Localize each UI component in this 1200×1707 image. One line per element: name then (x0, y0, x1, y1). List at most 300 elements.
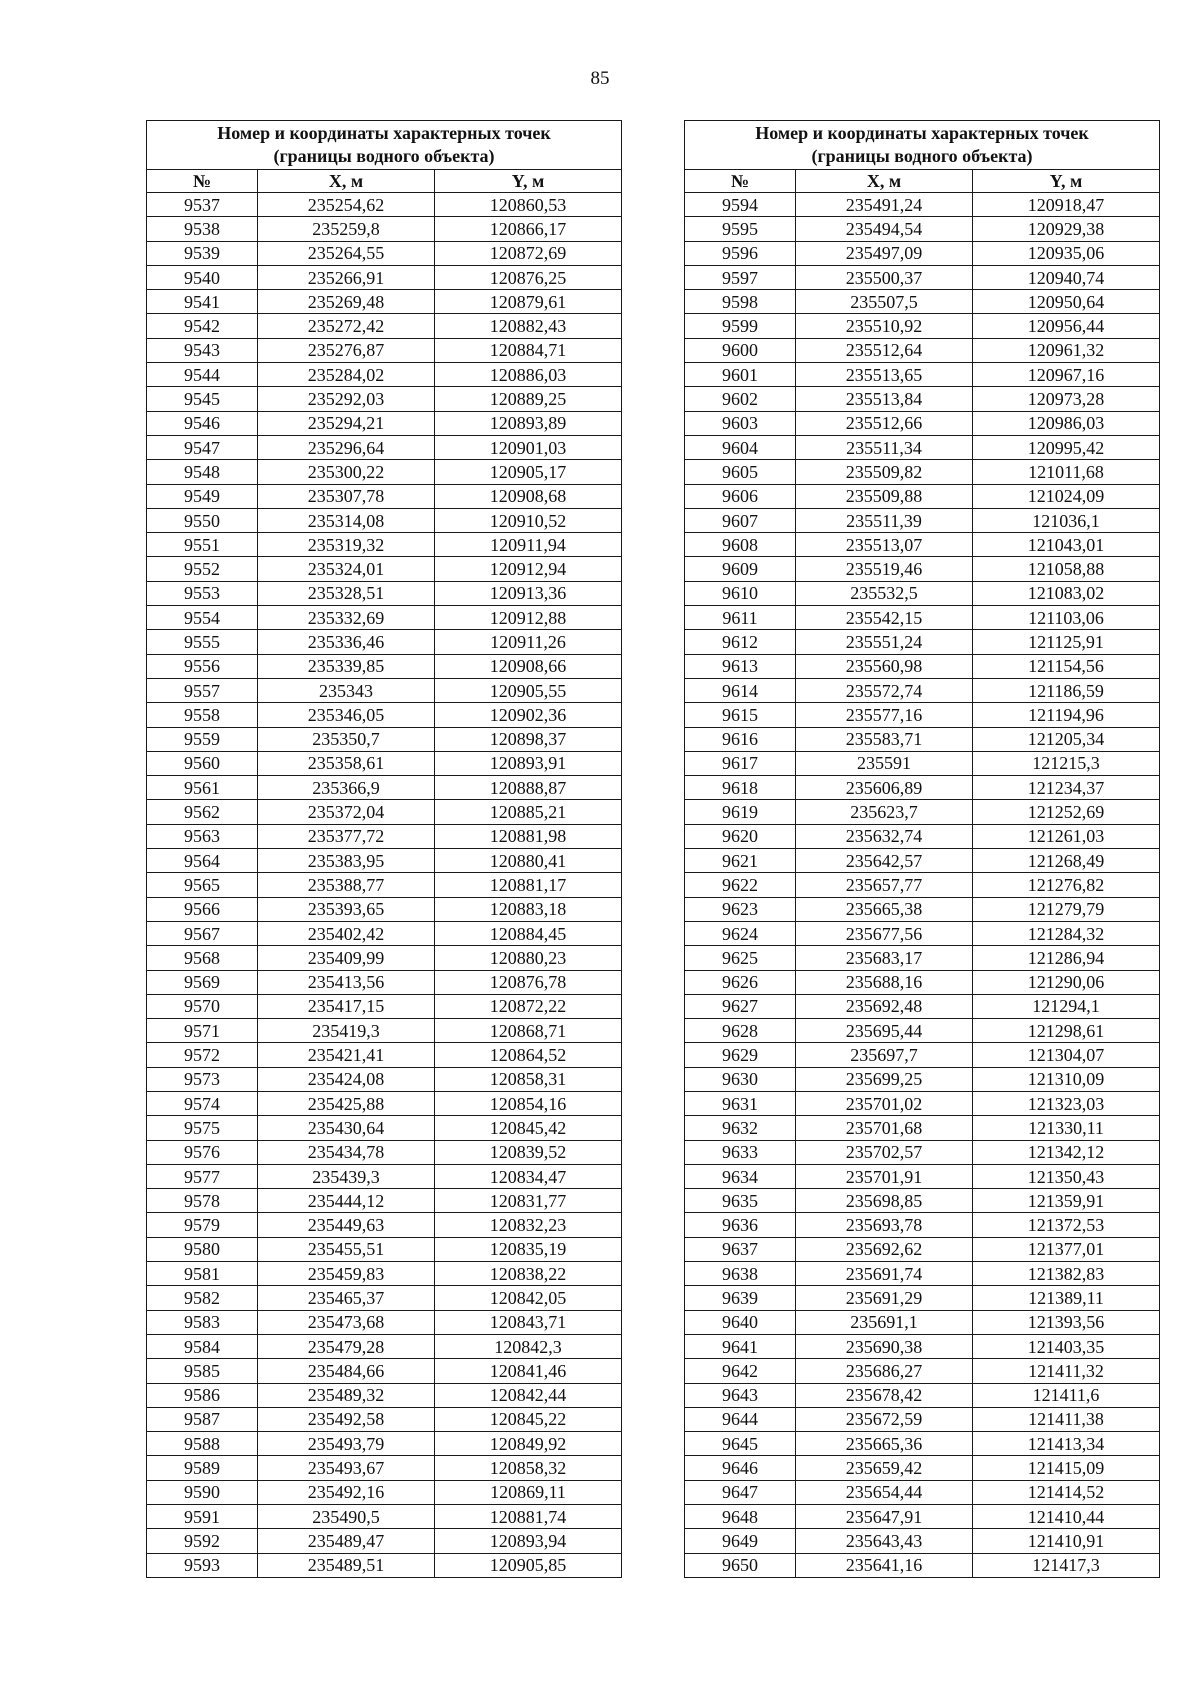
point-number-cell: 9603 (685, 411, 796, 435)
x-coordinate-cell: 235591 (796, 751, 973, 775)
x-coordinate-cell: 235692,62 (796, 1237, 973, 1261)
point-number-cell: 9648 (685, 1505, 796, 1529)
table-row (147, 776, 622, 800)
x-coordinate-cell: 235328,51 (258, 581, 435, 605)
x-coordinate-cell: 235324,01 (258, 557, 435, 581)
point-number-cell: 9639 (685, 1286, 796, 1310)
x-coordinate-cell: 235377,72 (258, 824, 435, 848)
x-coordinate-cell: 235560,98 (796, 654, 973, 678)
point-number-cell: 9629 (685, 1043, 796, 1067)
table-row (147, 1529, 622, 1553)
coordinates-table-right (684, 120, 1160, 1578)
x-coordinate-cell: 235332,69 (258, 606, 435, 630)
point-number-cell: 9571 (147, 1019, 258, 1043)
y-coordinate-cell: 121414,52 (973, 1480, 1160, 1504)
y-coordinate-cell: 121125,91 (973, 630, 1160, 654)
point-number-cell: 9553 (147, 581, 258, 605)
table-row (147, 1237, 622, 1261)
x-coordinate-cell: 235665,38 (796, 897, 973, 921)
x-coordinate-cell: 235494,54 (796, 217, 973, 241)
y-coordinate-cell: 120842,44 (435, 1383, 622, 1407)
y-coordinate-cell: 121024,09 (973, 484, 1160, 508)
x-coordinate-cell: 235509,88 (796, 484, 973, 508)
y-coordinate-cell: 120940,74 (973, 265, 1160, 289)
point-number-cell: 9550 (147, 508, 258, 532)
y-coordinate-cell: 120956,44 (973, 314, 1160, 338)
y-coordinate-cell: 121043,01 (973, 533, 1160, 557)
y-coordinate-cell: 120961,32 (973, 338, 1160, 362)
y-coordinate-cell: 121403,35 (973, 1334, 1160, 1358)
x-coordinate-cell: 235336,46 (258, 630, 435, 654)
table-row (685, 338, 1160, 362)
table-row (147, 1432, 622, 1456)
point-number-cell: 9542 (147, 314, 258, 338)
y-coordinate-cell: 121036,1 (973, 508, 1160, 532)
table-row (147, 849, 622, 873)
point-number-cell: 9638 (685, 1262, 796, 1286)
table-row (147, 606, 622, 630)
table-row (147, 921, 622, 945)
table-row (147, 1019, 622, 1043)
point-number-cell: 9598 (685, 290, 796, 314)
x-coordinate-cell: 235497,09 (796, 241, 973, 265)
point-number-cell: 9554 (147, 606, 258, 630)
table-row (147, 435, 622, 459)
table-row (147, 678, 622, 702)
point-number-cell: 9561 (147, 776, 258, 800)
x-coordinate-cell: 235259,8 (258, 217, 435, 241)
y-coordinate-cell: 121103,06 (973, 606, 1160, 630)
x-coordinate-cell: 235623,7 (796, 800, 973, 824)
point-number-cell: 9621 (685, 849, 796, 873)
point-number-cell: 9606 (685, 484, 796, 508)
point-number-cell: 9631 (685, 1091, 796, 1115)
x-coordinate-cell: 235691,74 (796, 1262, 973, 1286)
table-row (685, 314, 1160, 338)
x-coordinate-cell: 235701,91 (796, 1164, 973, 1188)
y-coordinate-cell: 121382,83 (973, 1262, 1160, 1286)
x-coordinate-cell: 235358,61 (258, 751, 435, 775)
table-row (685, 1116, 1160, 1140)
table-row (685, 241, 1160, 265)
point-number-cell: 9546 (147, 411, 258, 435)
y-coordinate-cell: 121350,43 (973, 1164, 1160, 1188)
point-number-cell: 9602 (685, 387, 796, 411)
y-coordinate-cell: 120908,66 (435, 654, 622, 678)
y-coordinate-cell: 121294,1 (973, 994, 1160, 1018)
column-header-y: Y, м (973, 170, 1160, 193)
table-row (685, 1189, 1160, 1213)
table-row (147, 363, 622, 387)
point-number-cell: 9544 (147, 363, 258, 387)
x-coordinate-cell: 235677,56 (796, 921, 973, 945)
table-row (685, 1334, 1160, 1358)
caption-line-1: Номер и координаты характерных точек (755, 123, 1089, 143)
y-coordinate-cell: 120913,36 (435, 581, 622, 605)
table-row (147, 193, 622, 217)
table-row (685, 1262, 1160, 1286)
x-coordinate-cell: 235647,91 (796, 1505, 973, 1529)
point-number-cell: 9592 (147, 1529, 258, 1553)
point-number-cell: 9618 (685, 776, 796, 800)
x-coordinate-cell: 235307,78 (258, 484, 435, 508)
table-row (147, 1407, 622, 1431)
y-coordinate-cell: 120832,23 (435, 1213, 622, 1237)
y-coordinate-cell: 120885,21 (435, 800, 622, 824)
x-coordinate-cell: 235513,84 (796, 387, 973, 411)
point-number-cell: 9622 (685, 873, 796, 897)
point-number-cell: 9567 (147, 921, 258, 945)
table-row (685, 411, 1160, 435)
column-header-x: X, м (258, 170, 435, 193)
x-coordinate-cell: 235465,37 (258, 1286, 435, 1310)
y-coordinate-cell: 121276,82 (973, 873, 1160, 897)
y-coordinate-cell: 120881,98 (435, 824, 622, 848)
table-row (147, 1286, 622, 1310)
x-coordinate-cell: 235455,51 (258, 1237, 435, 1261)
x-coordinate-cell: 235276,87 (258, 338, 435, 362)
y-coordinate-cell: 120881,17 (435, 873, 622, 897)
point-number-cell: 9562 (147, 800, 258, 824)
x-coordinate-cell: 235632,74 (796, 824, 973, 848)
point-number-cell: 9558 (147, 703, 258, 727)
point-number-cell: 9580 (147, 1237, 258, 1261)
x-coordinate-cell: 235489,32 (258, 1383, 435, 1407)
table-row (147, 533, 622, 557)
x-coordinate-cell: 235500,37 (796, 265, 973, 289)
y-coordinate-cell: 121268,49 (973, 849, 1160, 873)
y-coordinate-cell: 120912,94 (435, 557, 622, 581)
y-coordinate-cell: 120908,68 (435, 484, 622, 508)
point-number-cell: 9584 (147, 1334, 258, 1358)
table-row (685, 265, 1160, 289)
y-coordinate-cell: 120879,61 (435, 290, 622, 314)
y-coordinate-cell: 120893,91 (435, 751, 622, 775)
y-coordinate-cell: 121410,91 (973, 1529, 1160, 1553)
x-coordinate-cell: 235409,99 (258, 946, 435, 970)
table-row (685, 678, 1160, 702)
x-coordinate-cell: 235507,5 (796, 290, 973, 314)
table-row (147, 217, 622, 241)
x-coordinate-cell: 235542,15 (796, 606, 973, 630)
x-coordinate-cell: 235511,39 (796, 508, 973, 532)
point-number-cell: 9574 (147, 1091, 258, 1115)
table-row (147, 654, 622, 678)
point-number-cell: 9604 (685, 435, 796, 459)
point-number-cell: 9548 (147, 460, 258, 484)
point-number-cell: 9645 (685, 1432, 796, 1456)
y-coordinate-cell: 120905,17 (435, 460, 622, 484)
table-row (685, 1310, 1160, 1334)
x-coordinate-cell: 235266,91 (258, 265, 435, 289)
point-number-cell: 9569 (147, 970, 258, 994)
table-row (685, 1019, 1160, 1043)
y-coordinate-cell: 120967,16 (973, 363, 1160, 387)
y-coordinate-cell: 121058,88 (973, 557, 1160, 581)
y-coordinate-cell: 120911,26 (435, 630, 622, 654)
x-coordinate-cell: 235701,68 (796, 1116, 973, 1140)
table-row (685, 193, 1160, 217)
x-coordinate-cell: 235512,66 (796, 411, 973, 435)
y-coordinate-cell: 120880,23 (435, 946, 622, 970)
column-header-x: X, м (796, 170, 973, 193)
y-coordinate-cell: 120866,17 (435, 217, 622, 241)
y-coordinate-cell: 120841,46 (435, 1359, 622, 1383)
y-coordinate-cell: 120905,55 (435, 678, 622, 702)
x-coordinate-cell: 235642,57 (796, 849, 973, 873)
y-coordinate-cell: 120893,94 (435, 1529, 622, 1553)
table-row (147, 630, 622, 654)
point-number-cell: 9643 (685, 1383, 796, 1407)
point-number-cell: 9552 (147, 557, 258, 581)
point-number-cell: 9599 (685, 314, 796, 338)
y-coordinate-cell: 120860,53 (435, 193, 622, 217)
y-coordinate-cell: 120869,11 (435, 1480, 622, 1504)
y-coordinate-cell: 120845,22 (435, 1407, 622, 1431)
point-number-cell: 9590 (147, 1480, 258, 1504)
y-coordinate-cell: 120911,94 (435, 533, 622, 557)
x-coordinate-cell: 235672,59 (796, 1407, 973, 1431)
point-number-cell: 9577 (147, 1164, 258, 1188)
point-number-cell: 9611 (685, 606, 796, 630)
point-number-cell: 9537 (147, 193, 258, 217)
x-coordinate-cell: 235439,3 (258, 1164, 435, 1188)
table-row (685, 727, 1160, 751)
table-row (147, 1383, 622, 1407)
x-coordinate-cell: 235690,38 (796, 1334, 973, 1358)
point-number-cell: 9619 (685, 800, 796, 824)
x-coordinate-cell: 235434,78 (258, 1140, 435, 1164)
table-body (147, 193, 622, 1578)
y-coordinate-cell: 120935,06 (973, 241, 1160, 265)
y-coordinate-cell: 120849,92 (435, 1432, 622, 1456)
point-number-cell: 9640 (685, 1310, 796, 1334)
x-coordinate-cell: 235686,27 (796, 1359, 973, 1383)
x-coordinate-cell: 235511,34 (796, 435, 973, 459)
table-row (685, 1553, 1160, 1577)
point-number-cell: 9600 (685, 338, 796, 362)
y-coordinate-cell: 121377,01 (973, 1237, 1160, 1261)
table-row (147, 290, 622, 314)
y-coordinate-cell: 120838,22 (435, 1262, 622, 1286)
point-number-cell: 9613 (685, 654, 796, 678)
table-row (685, 1480, 1160, 1504)
y-coordinate-cell: 120905,85 (435, 1553, 622, 1577)
table-row (147, 1553, 622, 1577)
y-coordinate-cell: 121234,37 (973, 776, 1160, 800)
table-row (685, 363, 1160, 387)
y-coordinate-cell: 121417,3 (973, 1553, 1160, 1577)
y-coordinate-cell: 120834,47 (435, 1164, 622, 1188)
x-coordinate-cell: 235509,82 (796, 460, 973, 484)
point-number-cell: 9555 (147, 630, 258, 654)
table-row (685, 606, 1160, 630)
x-coordinate-cell: 235346,05 (258, 703, 435, 727)
y-coordinate-cell: 120880,41 (435, 849, 622, 873)
y-coordinate-cell: 120910,52 (435, 508, 622, 532)
table-row (685, 508, 1160, 532)
table-row (147, 897, 622, 921)
point-number-cell: 9549 (147, 484, 258, 508)
x-coordinate-cell: 235343 (258, 678, 435, 702)
table-row (147, 1164, 622, 1188)
table-row (685, 849, 1160, 873)
x-coordinate-cell: 235678,42 (796, 1383, 973, 1407)
table-row (147, 1310, 622, 1334)
y-coordinate-cell: 121304,07 (973, 1043, 1160, 1067)
point-number-cell: 9557 (147, 678, 258, 702)
y-coordinate-cell: 121252,69 (973, 800, 1160, 824)
x-coordinate-cell: 235272,42 (258, 314, 435, 338)
table-row (147, 1262, 622, 1286)
x-coordinate-cell: 235691,29 (796, 1286, 973, 1310)
point-number-cell: 9632 (685, 1116, 796, 1140)
table-row (685, 630, 1160, 654)
x-coordinate-cell: 235425,88 (258, 1091, 435, 1115)
x-coordinate-cell: 235643,43 (796, 1529, 973, 1553)
y-coordinate-cell: 121186,59 (973, 678, 1160, 702)
page-number: 85 (590, 68, 610, 89)
column-header-number: № (685, 170, 796, 193)
table-row (685, 1432, 1160, 1456)
y-coordinate-cell: 120886,03 (435, 363, 622, 387)
table-row (147, 1359, 622, 1383)
x-coordinate-cell: 235698,85 (796, 1189, 973, 1213)
x-coordinate-cell: 235366,9 (258, 776, 435, 800)
table-row (147, 1091, 622, 1115)
point-number-cell: 9647 (685, 1480, 796, 1504)
point-number-cell: 9581 (147, 1262, 258, 1286)
table-row (685, 1407, 1160, 1431)
table-row (685, 1140, 1160, 1164)
y-coordinate-cell: 121215,3 (973, 751, 1160, 775)
point-number-cell: 9565 (147, 873, 258, 897)
x-coordinate-cell: 235269,48 (258, 290, 435, 314)
point-number-cell: 9608 (685, 533, 796, 557)
table-row (147, 314, 622, 338)
y-coordinate-cell: 120902,36 (435, 703, 622, 727)
x-coordinate-cell: 235492,58 (258, 1407, 435, 1431)
table-row (147, 557, 622, 581)
y-coordinate-cell: 121410,44 (973, 1505, 1160, 1529)
y-coordinate-cell: 121290,06 (973, 970, 1160, 994)
y-coordinate-cell: 120884,71 (435, 338, 622, 362)
y-coordinate-cell: 120835,19 (435, 1237, 622, 1261)
point-number-cell: 9560 (147, 751, 258, 775)
column-header-y: Y, м (435, 170, 622, 193)
point-number-cell: 9623 (685, 897, 796, 921)
x-coordinate-cell: 235300,22 (258, 460, 435, 484)
table-row (685, 557, 1160, 581)
point-number-cell: 9538 (147, 217, 258, 241)
x-coordinate-cell: 235424,08 (258, 1067, 435, 1091)
y-coordinate-cell: 120901,03 (435, 435, 622, 459)
x-coordinate-cell: 235701,02 (796, 1091, 973, 1115)
table-row (147, 1189, 622, 1213)
table-row (147, 241, 622, 265)
y-coordinate-cell: 120845,42 (435, 1116, 622, 1140)
point-number-cell: 9589 (147, 1456, 258, 1480)
point-number-cell: 9637 (685, 1237, 796, 1261)
table-row (147, 824, 622, 848)
y-coordinate-cell: 121205,34 (973, 727, 1160, 751)
table-row (685, 654, 1160, 678)
table-row (685, 581, 1160, 605)
point-number-cell: 9597 (685, 265, 796, 289)
x-coordinate-cell: 235393,65 (258, 897, 435, 921)
point-number-cell: 9642 (685, 1359, 796, 1383)
x-coordinate-cell: 235691,1 (796, 1310, 973, 1334)
x-coordinate-cell: 235492,16 (258, 1480, 435, 1504)
x-coordinate-cell: 235641,16 (796, 1553, 973, 1577)
y-coordinate-cell: 121359,91 (973, 1189, 1160, 1213)
x-coordinate-cell: 235473,68 (258, 1310, 435, 1334)
table-row (147, 387, 622, 411)
point-number-cell: 9539 (147, 241, 258, 265)
table-row (147, 1067, 622, 1091)
y-coordinate-cell: 120842,3 (435, 1334, 622, 1358)
x-coordinate-cell: 235489,51 (258, 1553, 435, 1577)
y-coordinate-cell: 121298,61 (973, 1019, 1160, 1043)
table-row (147, 1116, 622, 1140)
point-number-cell: 9591 (147, 1505, 258, 1529)
x-coordinate-cell: 235449,63 (258, 1213, 435, 1237)
x-coordinate-cell: 235413,56 (258, 970, 435, 994)
y-coordinate-cell: 120839,52 (435, 1140, 622, 1164)
x-coordinate-cell: 235484,66 (258, 1359, 435, 1383)
x-coordinate-cell: 235383,95 (258, 849, 435, 873)
y-coordinate-cell: 120858,32 (435, 1456, 622, 1480)
point-number-cell: 9576 (147, 1140, 258, 1164)
table-row (685, 897, 1160, 921)
y-coordinate-cell: 121411,38 (973, 1407, 1160, 1431)
point-number-cell: 9596 (685, 241, 796, 265)
y-coordinate-cell: 120882,43 (435, 314, 622, 338)
y-coordinate-cell: 120918,47 (973, 193, 1160, 217)
table-row (685, 217, 1160, 241)
table-row (685, 1091, 1160, 1115)
y-coordinate-cell: 120858,31 (435, 1067, 622, 1091)
x-coordinate-cell: 235489,47 (258, 1529, 435, 1553)
table-row (685, 1237, 1160, 1261)
x-coordinate-cell: 235657,77 (796, 873, 973, 897)
point-number-cell: 9579 (147, 1213, 258, 1237)
table-row (685, 921, 1160, 945)
table-row (685, 1043, 1160, 1067)
y-coordinate-cell: 120843,71 (435, 1310, 622, 1334)
point-number-cell: 9641 (685, 1334, 796, 1358)
point-number-cell: 9607 (685, 508, 796, 532)
y-coordinate-cell: 120831,77 (435, 1189, 622, 1213)
x-coordinate-cell: 235490,5 (258, 1505, 435, 1529)
point-number-cell: 9635 (685, 1189, 796, 1213)
x-coordinate-cell: 235683,17 (796, 946, 973, 970)
table-row (685, 776, 1160, 800)
y-coordinate-cell: 121284,32 (973, 921, 1160, 945)
y-coordinate-cell: 120881,74 (435, 1505, 622, 1529)
caption-line-2: (границы водного объекта) (811, 146, 1033, 166)
y-coordinate-cell: 121372,53 (973, 1213, 1160, 1237)
table-row (147, 460, 622, 484)
point-number-cell: 9545 (147, 387, 258, 411)
y-coordinate-cell: 121194,96 (973, 703, 1160, 727)
y-coordinate-cell: 120884,45 (435, 921, 622, 945)
x-coordinate-cell: 235493,79 (258, 1432, 435, 1456)
x-coordinate-cell: 235697,7 (796, 1043, 973, 1067)
x-coordinate-cell: 235519,46 (796, 557, 973, 581)
x-coordinate-cell: 235491,24 (796, 193, 973, 217)
y-coordinate-cell: 121286,94 (973, 946, 1160, 970)
